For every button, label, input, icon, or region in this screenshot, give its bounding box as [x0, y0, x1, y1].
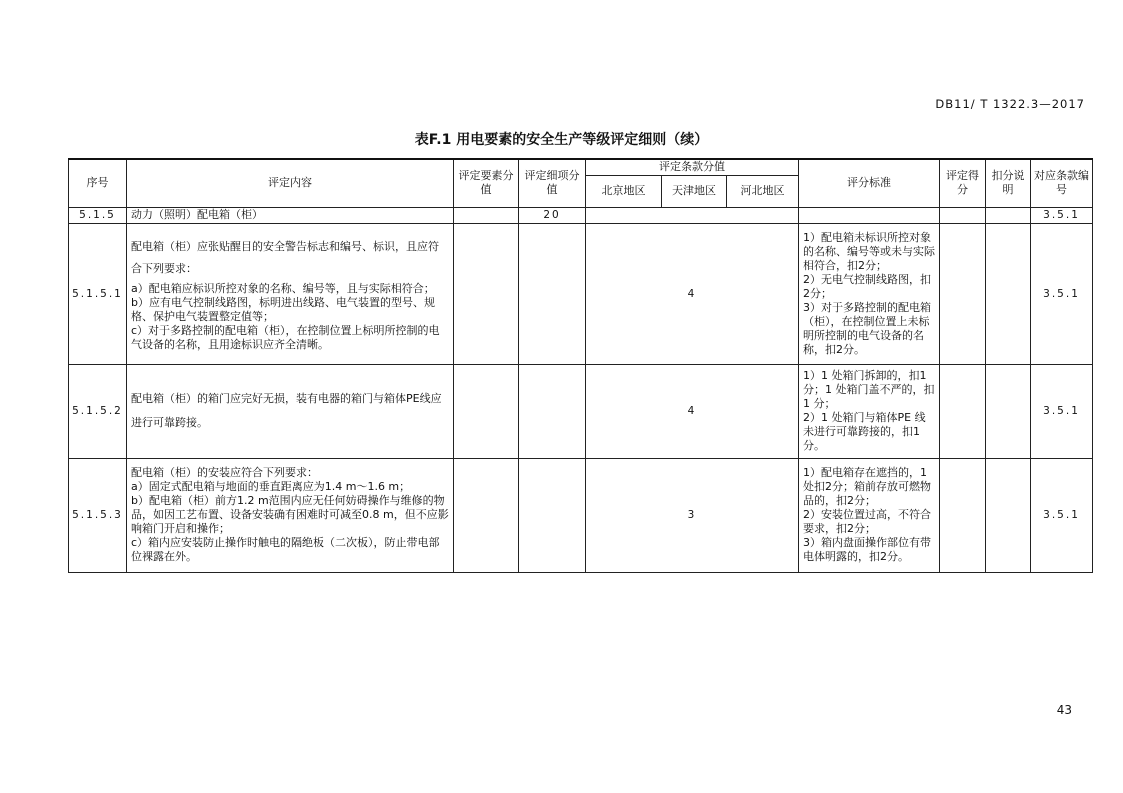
- content-lead: 配电箱（柜）的安装应符合下列要求：: [131, 466, 318, 479]
- standard-item: 3）对于多路控制的配电箱（柜），在控制位置上未标明所控制的电气设备的名称，扣2分。: [803, 300, 932, 356]
- content-item: a）配电箱应标识所控对象的名称、编号等，且与实际相符合；: [131, 281, 435, 295]
- row-seq: 5.1.5.3: [69, 458, 127, 572]
- content-item: c）对于多路控制的配电箱（柜），在控制位置上标明所控制的电气设备的名称，且用途标识应齐全清晰。: [131, 323, 440, 351]
- content-item: c）箱内应安装防止操作时触电的隔绝板（二次板），防止带电部位裸露在外。: [131, 536, 440, 563]
- row-standard: [799, 458, 940, 572]
- header-item-score: 评定细项分值: [519, 159, 586, 207]
- row-element-score: [454, 458, 519, 572]
- row-content: [127, 364, 454, 458]
- document-code: DB11/ T 1322.3—2017: [935, 97, 1085, 111]
- standard-item: 2）无电气控制线路图，扣2分；: [803, 272, 932, 300]
- row-deduct: [986, 223, 1031, 364]
- header-clause: 对应条款编号: [1031, 159, 1093, 207]
- row-region-score: 3: [586, 458, 799, 572]
- section-element-score: 20: [519, 207, 586, 223]
- page-number: 43: [1056, 703, 1072, 717]
- row-deduct: [986, 458, 1031, 572]
- header-hebei: 河北地区: [727, 175, 799, 207]
- section-standard-empty: [799, 207, 940, 223]
- row-seq: 5.1.5.2: [69, 364, 127, 458]
- row-item-score: [519, 458, 586, 572]
- section-region-empty: [586, 207, 799, 223]
- content-item: a）固定式配电箱与地面的垂直距离应为1.4 m～1.6 m；: [131, 480, 411, 493]
- section-element-score-empty: [454, 207, 519, 223]
- section-deduct-empty: [986, 207, 1031, 223]
- standard-item: 1）配电箱存在遮挡的，1处扣2分；箱前存放可燃物品的，扣2分；: [803, 466, 932, 507]
- standard-item: 1）配电箱未标识所控对象的名称、编号等或未与实际相符合，扣2分；: [803, 230, 936, 272]
- row-content: [127, 458, 454, 572]
- row-standard: [799, 364, 940, 458]
- header-content: 评定内容: [127, 159, 454, 207]
- row-content: [127, 223, 454, 364]
- row-item-score: [519, 364, 586, 458]
- section-row: [69, 207, 1093, 223]
- section-rating-empty: [940, 207, 986, 223]
- row-rating: [940, 458, 986, 572]
- standard-item: 1）1 处箱门拆卸的，扣1分；1 处箱门盖不严的，扣1 分；: [803, 369, 935, 410]
- content-lead: 配电箱（柜）的箱门应完好无损，装有电器的箱门与箱体PE线应进行可靠跨接。: [131, 392, 442, 429]
- header-seq: 序号: [69, 159, 127, 207]
- section-title: 动力（照明）配电箱（柜）: [127, 207, 454, 223]
- content-item: b）应有电气控制线路图，标明进出线路、电气装置的型号、规格、保护电气装置整定值等；: [131, 295, 435, 323]
- standard-item: 2）1 处箱门与箱体PE 线未进行可靠跨接的，扣1分。: [803, 411, 926, 452]
- header-standard: 评分标准: [799, 159, 940, 207]
- row-deduct: [986, 364, 1031, 458]
- row-clause: 3.5.1: [1031, 458, 1093, 572]
- table-title: 表F.1 用电要素的安全生产等级评定细则（续）: [414, 132, 709, 148]
- content-item: b）配电箱（柜）前方1.2 m范围内应无任何妨碍操作与维修的物品，如因工艺布置、设备安装确有困难时可减至0.8 m，但不应影响箱门开启和操作；: [131, 494, 449, 535]
- row-element-score: [454, 223, 519, 364]
- header-region-group: 评定条款分值: [586, 159, 799, 175]
- row-region-score: 4: [586, 223, 799, 364]
- row-clause: 3.5.1: [1031, 223, 1093, 364]
- row-standard: [799, 223, 940, 364]
- table-row: [69, 364, 1093, 458]
- section-clause: 3.5.1: [1031, 207, 1093, 223]
- row-rating: [940, 364, 986, 458]
- table-row: [69, 223, 1093, 364]
- standard-item: 3）箱内盘面操作部位有带电体明露的，扣2分。: [803, 536, 932, 563]
- row-element-score: [454, 364, 519, 458]
- row-rating: [940, 223, 986, 364]
- content-lead: 配电箱（柜）应张贴醒目的安全警告标志和编号、标识，且应符合下列要求：: [131, 239, 439, 275]
- header-rating: 评定得分: [940, 159, 986, 207]
- table-row: [69, 458, 1093, 572]
- header-tianjin: 天津地区: [662, 175, 727, 207]
- standard-item: 2）安装位置过高，不符合要求，扣2分；: [803, 508, 932, 535]
- header-deduct: 扣分说明: [986, 159, 1031, 207]
- header-element-score: 评定要素分值: [454, 159, 519, 207]
- section-seq: 5.1.5: [69, 207, 127, 223]
- row-item-score: [519, 223, 586, 364]
- rating-table: [68, 158, 1093, 573]
- row-seq: 5.1.5.1: [69, 223, 127, 364]
- row-clause: 3.5.1: [1031, 364, 1093, 458]
- header-beijing: 北京地区: [586, 175, 662, 207]
- row-region-score: 4: [586, 364, 799, 458]
